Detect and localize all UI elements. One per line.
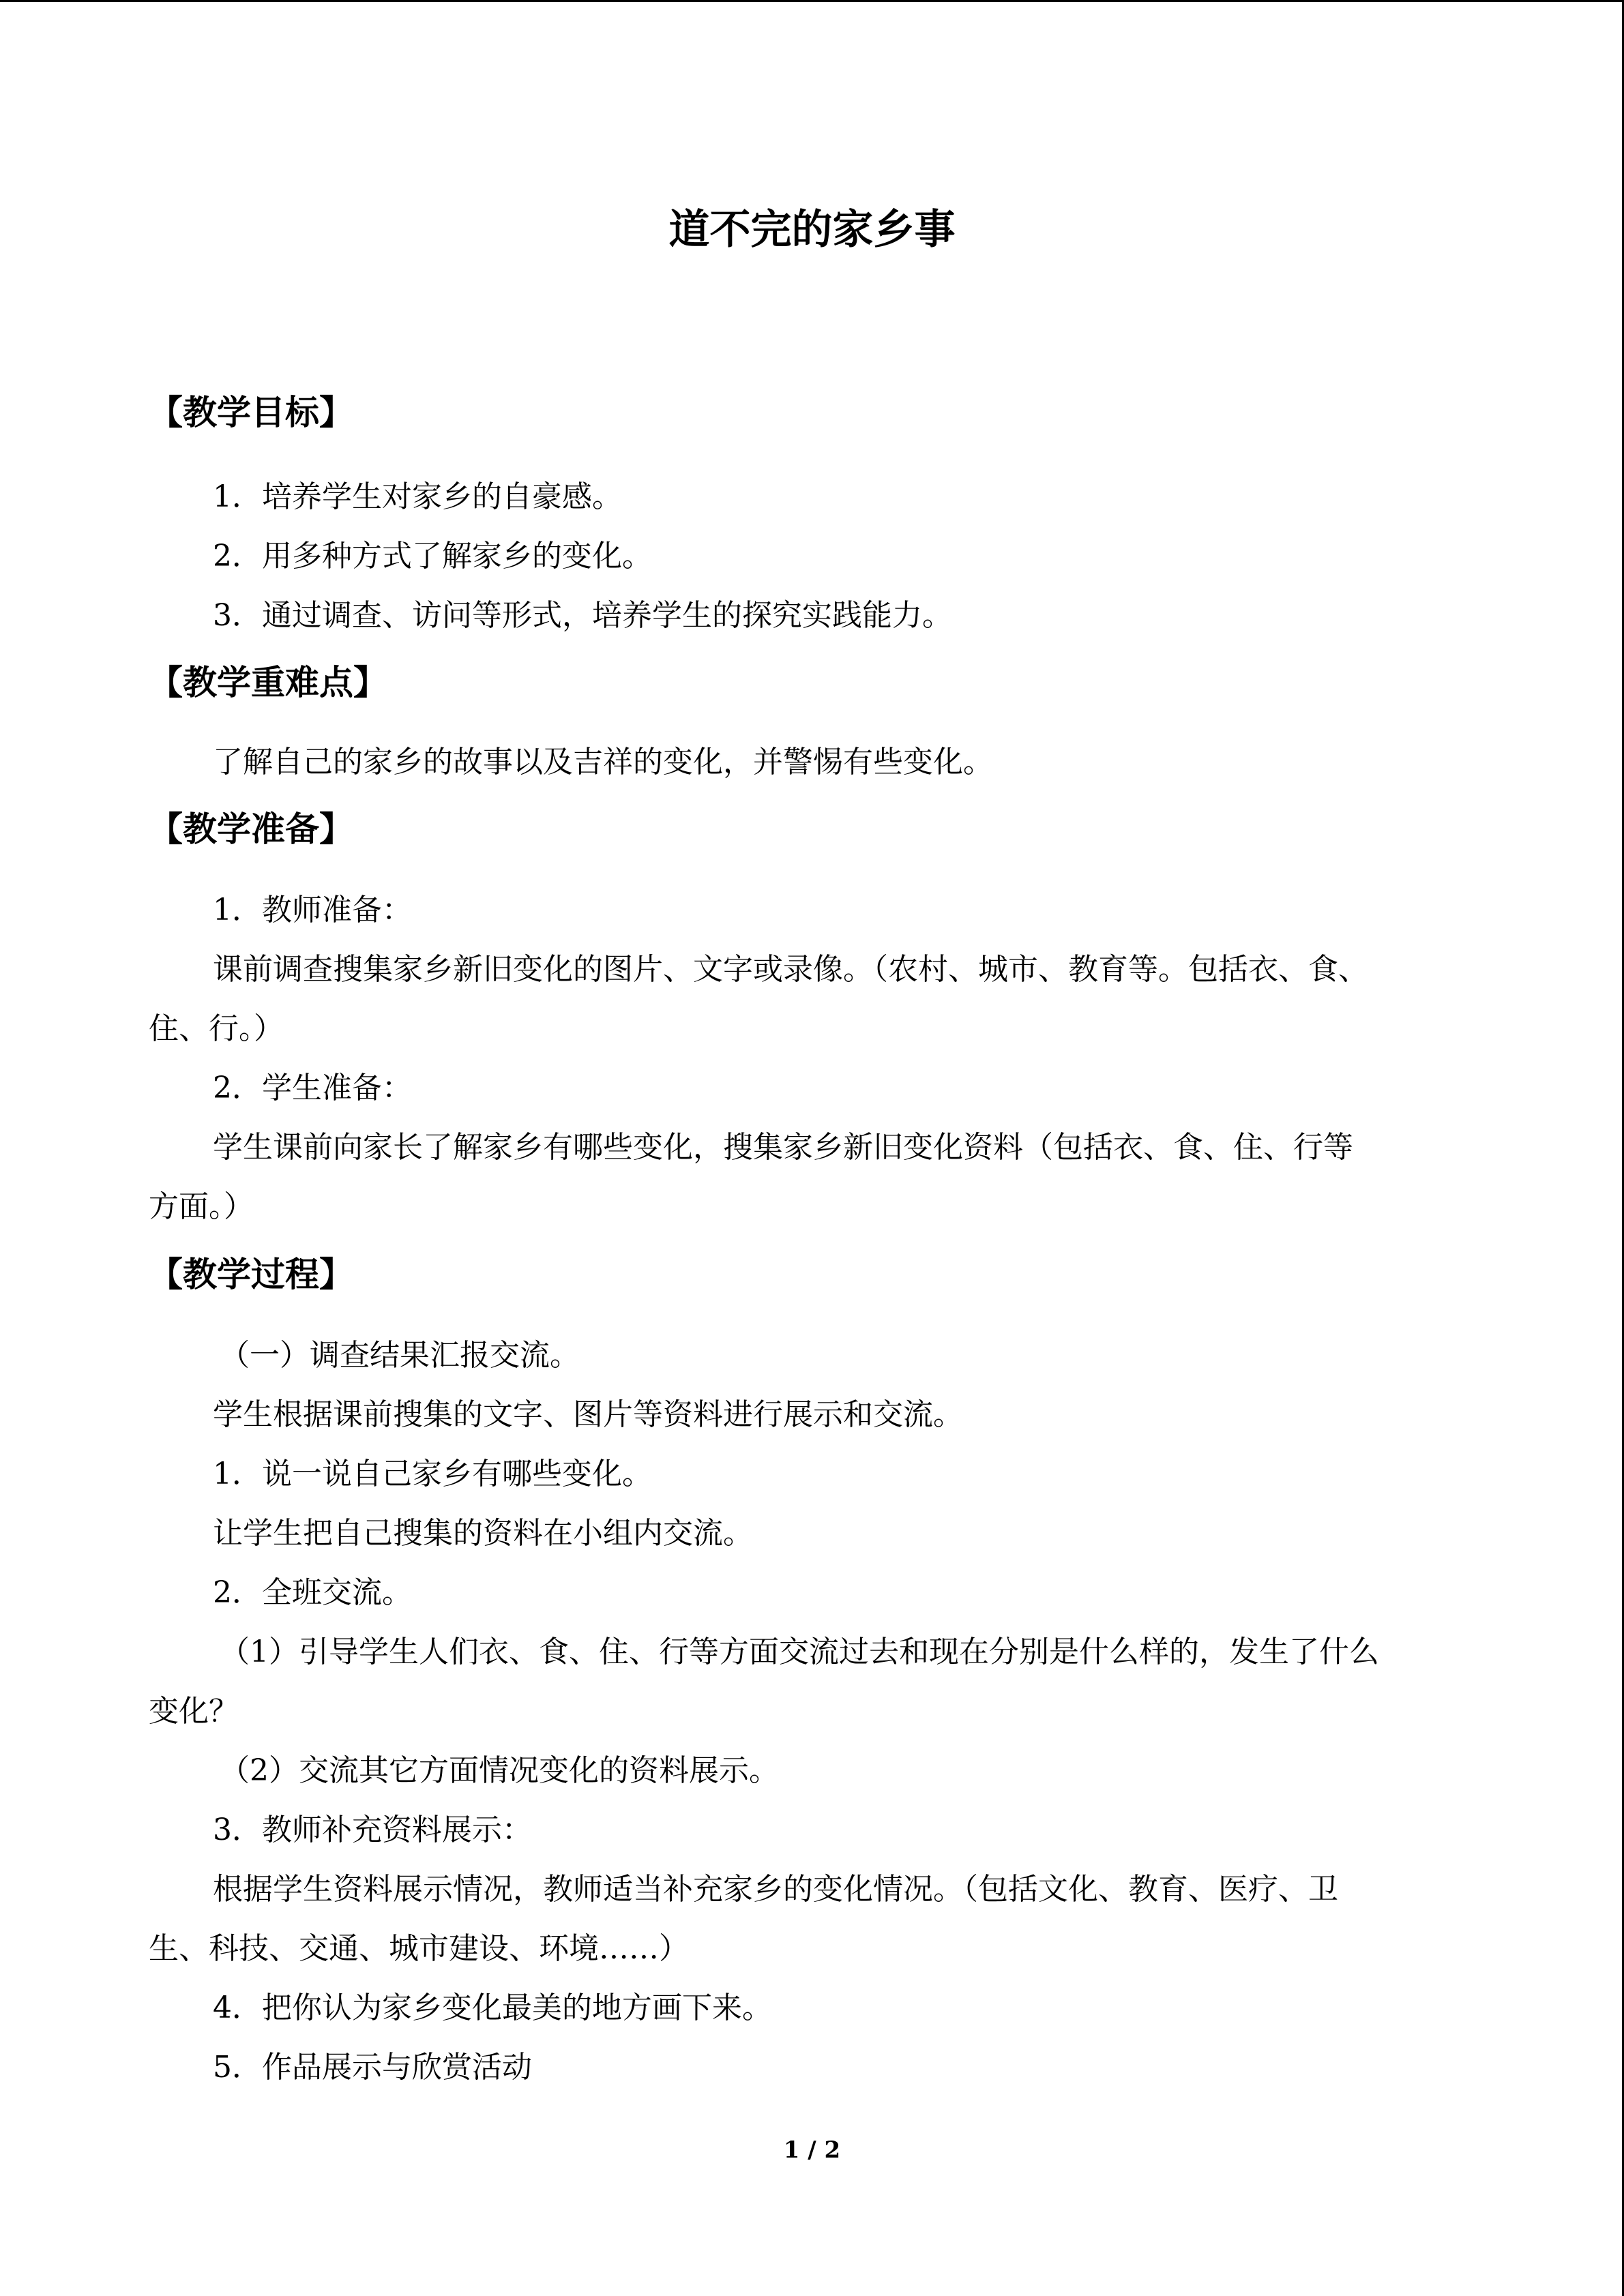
process-line: 3．教师补充资料展示：: [213, 1813, 532, 1847]
process-line: 学生根据课前搜集的文字、图片等资料进行展示和交流。: [213, 1397, 963, 1432]
section-heading-objectives: 【教学目标】: [149, 392, 353, 432]
objective-item-1: 1．培养学生对家乡的自豪感。: [213, 479, 622, 514]
section-heading-process: 【教学过程】: [149, 1254, 353, 1294]
process-line: （2）交流其它方面情况变化的资料展示。: [220, 1753, 779, 1788]
preparation-line: 方面。）: [149, 1189, 254, 1224]
preparation-line: 2．学生准备：: [213, 1071, 412, 1105]
preparation-line: 1．教师准备：: [213, 893, 412, 927]
process-line: 根据学生资料展示情况，教师适当补充家乡的变化情况。（包括文化、教育、医疗、卫: [213, 1872, 1338, 1907]
section-heading-preparation: 【教学准备】: [149, 809, 353, 849]
process-line: 变化？: [149, 1694, 239, 1729]
key-points-text: 了解自己的家乡的故事以及吉祥的变化，并警惕有些变化。: [213, 745, 993, 779]
process-line: （1）引导学生人们衣、食、住、行等方面交流过去和现在分别是什么样的，发生了什么: [220, 1635, 1379, 1669]
process-line: 2．全班交流。: [213, 1575, 412, 1610]
section-heading-key-points: 【教学重难点】: [149, 662, 387, 702]
process-line: 5．作品展示与欣赏活动: [213, 2050, 532, 2085]
preparation-line: 学生课前向家长了解家乡有哪些变化，搜集家乡新旧变化资料（包括衣、食、住、行等: [213, 1130, 1353, 1165]
document-title: 道不完的家乡事: [668, 206, 956, 254]
preparation-line: 住、行。）: [149, 1011, 284, 1046]
process-line: （一）调查结果汇报交流。: [220, 1338, 580, 1373]
process-line: 生、科技、交通、城市建设、环境……）: [149, 1931, 689, 1966]
page-number: 1 / 2: [783, 2136, 841, 2164]
objective-item-2: 2．用多种方式了解家乡的变化。: [213, 539, 652, 573]
process-line: 1．说一说自己家乡有哪些变化。: [213, 1457, 652, 1491]
objective-item-3: 3．通过调查、访问等形式，培养学生的探究实践能力。: [213, 598, 952, 633]
process-line: 4．把你认为家乡变化最美的地方画下来。: [213, 1991, 772, 2025]
preparation-line: 课前调查搜集家乡新旧变化的图片、文字或录像。（农村、城市、教育等。包括衣、食、: [213, 952, 1368, 987]
process-line: 让学生把自己搜集的资料在小组内交流。: [213, 1516, 753, 1551]
